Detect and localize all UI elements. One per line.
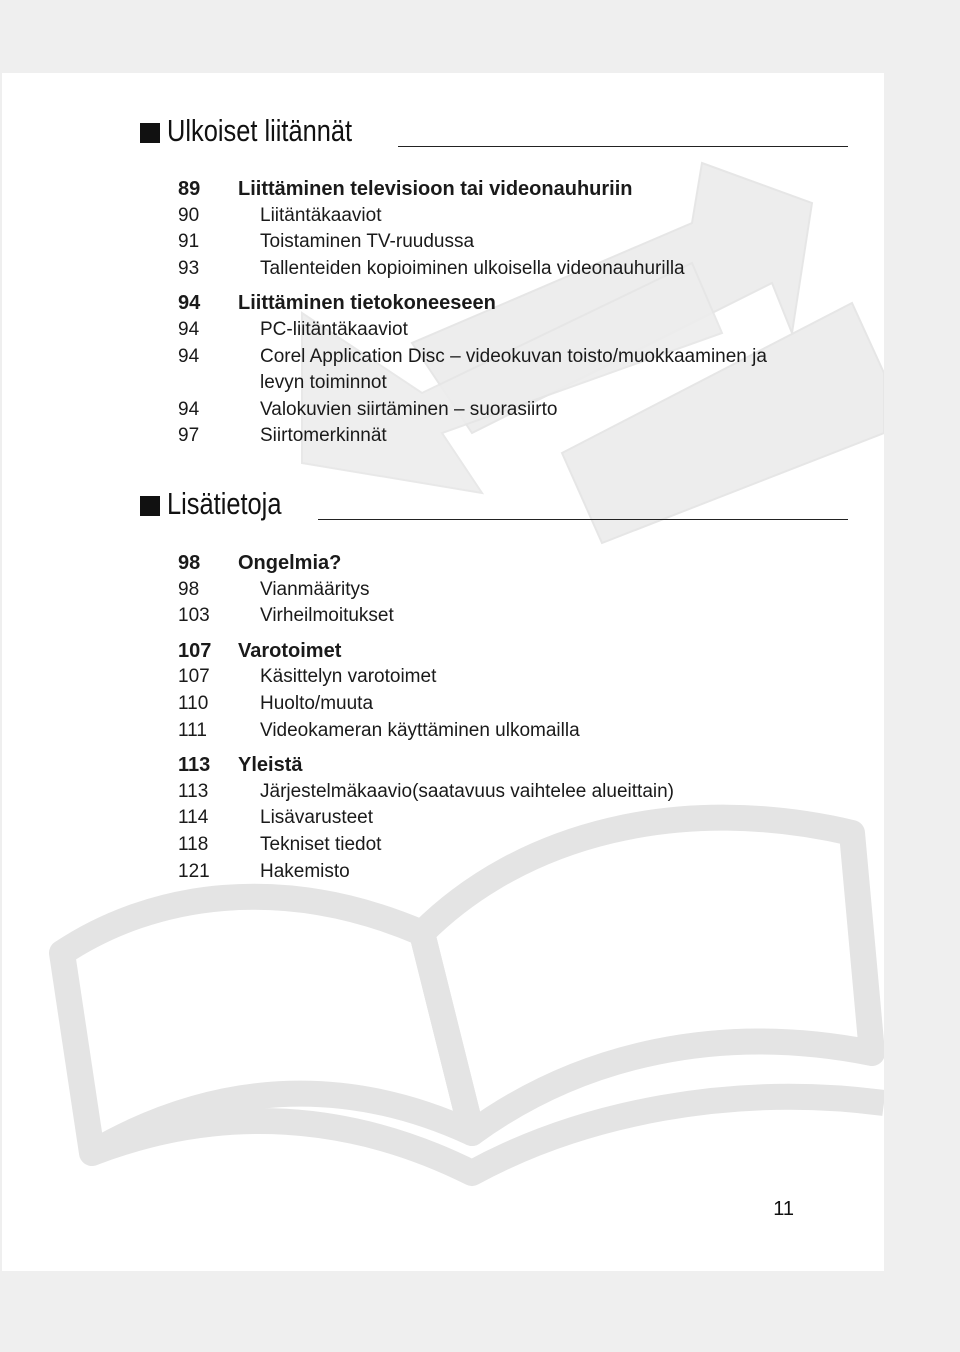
toc-chapter-entry[interactable] [178,752,844,778]
page-number: 11 [773,1198,794,1220]
toc-entry[interactable] [178,423,844,449]
toc-page-number: 113 [178,754,211,777]
section-rule [398,146,848,147]
toc-entry-title: Käsittelyn varotoimet [260,666,437,688]
toc-page-number: 107 [178,639,212,662]
toc-page-number: 111 [178,719,207,741]
toc-entry[interactable] [178,229,844,255]
toc-page-number: 94 [178,292,201,315]
section-title: Lisätietoja [167,486,282,521]
toc-entry-title: Siirtomerkinnät [260,425,387,447]
toc-entry-title: Tekniset tiedot [260,834,382,855]
toc-entry[interactable] [178,859,844,885]
toc-entry[interactable] [178,203,844,229]
toc-entry[interactable] [178,718,844,744]
toc-entry-title: Corel Application Disc – videokuvan toisto/muokkaaminen ja [260,345,767,367]
section-heading [140,113,393,149]
toc-entry-title: Videokameran käyttäminen ulkomailla [260,719,580,741]
toc-page-number: 94 [178,398,200,420]
toc-entry-title: Ongelmia? [238,552,342,574]
toc-page-number: 97 [178,425,200,447]
toc-page-number: 113 [178,780,209,802]
toc-page-number: 110 [178,693,209,714]
toc-entry-title: Vianmääritys [260,578,370,600]
toc-entry-title: Järjestelmäkaavio(saatavuus vaihtelee alueittain) [260,780,675,802]
toc-entry-title: Toistaminen TV-ruudussa [260,231,475,253]
toc-entry[interactable] [178,805,844,831]
toc-entry-title: Hakemisto [260,860,350,882]
black-square-icon [140,496,160,516]
toc-page-number: 114 [178,807,209,829]
toc-entry[interactable] [178,832,844,858]
toc-entry-title: Virheilmoitukset [260,605,394,627]
toc-entry-title: Valokuvien siirtäminen – suorasiirto [260,398,558,420]
toc-entry-title: Tallenteiden kopioiminen ulkoisella videonauhurilla [260,257,685,279]
toc-chapter-entry[interactable] [178,638,844,664]
toc-entry[interactable] [178,317,844,343]
toc-entry-title: PC-liitäntäkaaviot [260,319,408,340]
toc-page-number [178,370,260,396]
toc-chapter-entry[interactable] [178,290,844,316]
toc-page-number: 121 [178,860,210,882]
toc-page-number: 90 [178,204,200,226]
document-page [2,73,884,1271]
toc-page-number: 118 [178,834,209,855]
toc-entry-title: Yleistä [238,754,303,777]
toc-entry-title: Lisävarusteet [260,807,374,829]
toc-page-number: 89 [178,178,201,200]
toc-entry[interactable] [178,664,844,690]
toc-entry-title: Huolto/muuta [260,693,374,714]
toc-page-number: 107 [178,666,210,688]
toc-entry[interactable] [178,344,844,370]
toc-entry[interactable] [178,603,844,629]
toc-entry-title: Liitäntäkaaviot [260,204,382,226]
toc-page-number: 94 [178,319,200,340]
toc-page-number: 103 [178,605,210,627]
toc-entry[interactable] [178,577,844,603]
toc-chapter-entry[interactable] [178,550,844,576]
toc-entry-title: Liittäminen tietokoneeseen [238,292,496,315]
toc-page-number: 98 [178,578,200,600]
toc-entry[interactable] [178,370,844,396]
toc-entry[interactable] [178,691,844,717]
toc-page-number: 98 [178,552,201,574]
section-heading [140,486,307,522]
toc-entry[interactable] [178,779,844,805]
toc-entry-title: Varotoimet [238,639,342,662]
toc-entry-title: levyn toiminnot [260,372,387,394]
toc-page-number: 93 [178,257,200,279]
section-rule [318,519,848,520]
toc-entry[interactable] [178,397,844,423]
toc-entry-title: Liittäminen televisioon tai videonauhuriin [238,178,633,200]
toc-page-number: 94 [178,345,200,367]
section-title: Ulkoiset liitännät [167,113,353,148]
black-square-icon [140,123,160,143]
toc-page-number: 91 [178,231,200,253]
toc-chapter-entry[interactable] [178,176,844,202]
toc-entry[interactable] [178,256,844,282]
